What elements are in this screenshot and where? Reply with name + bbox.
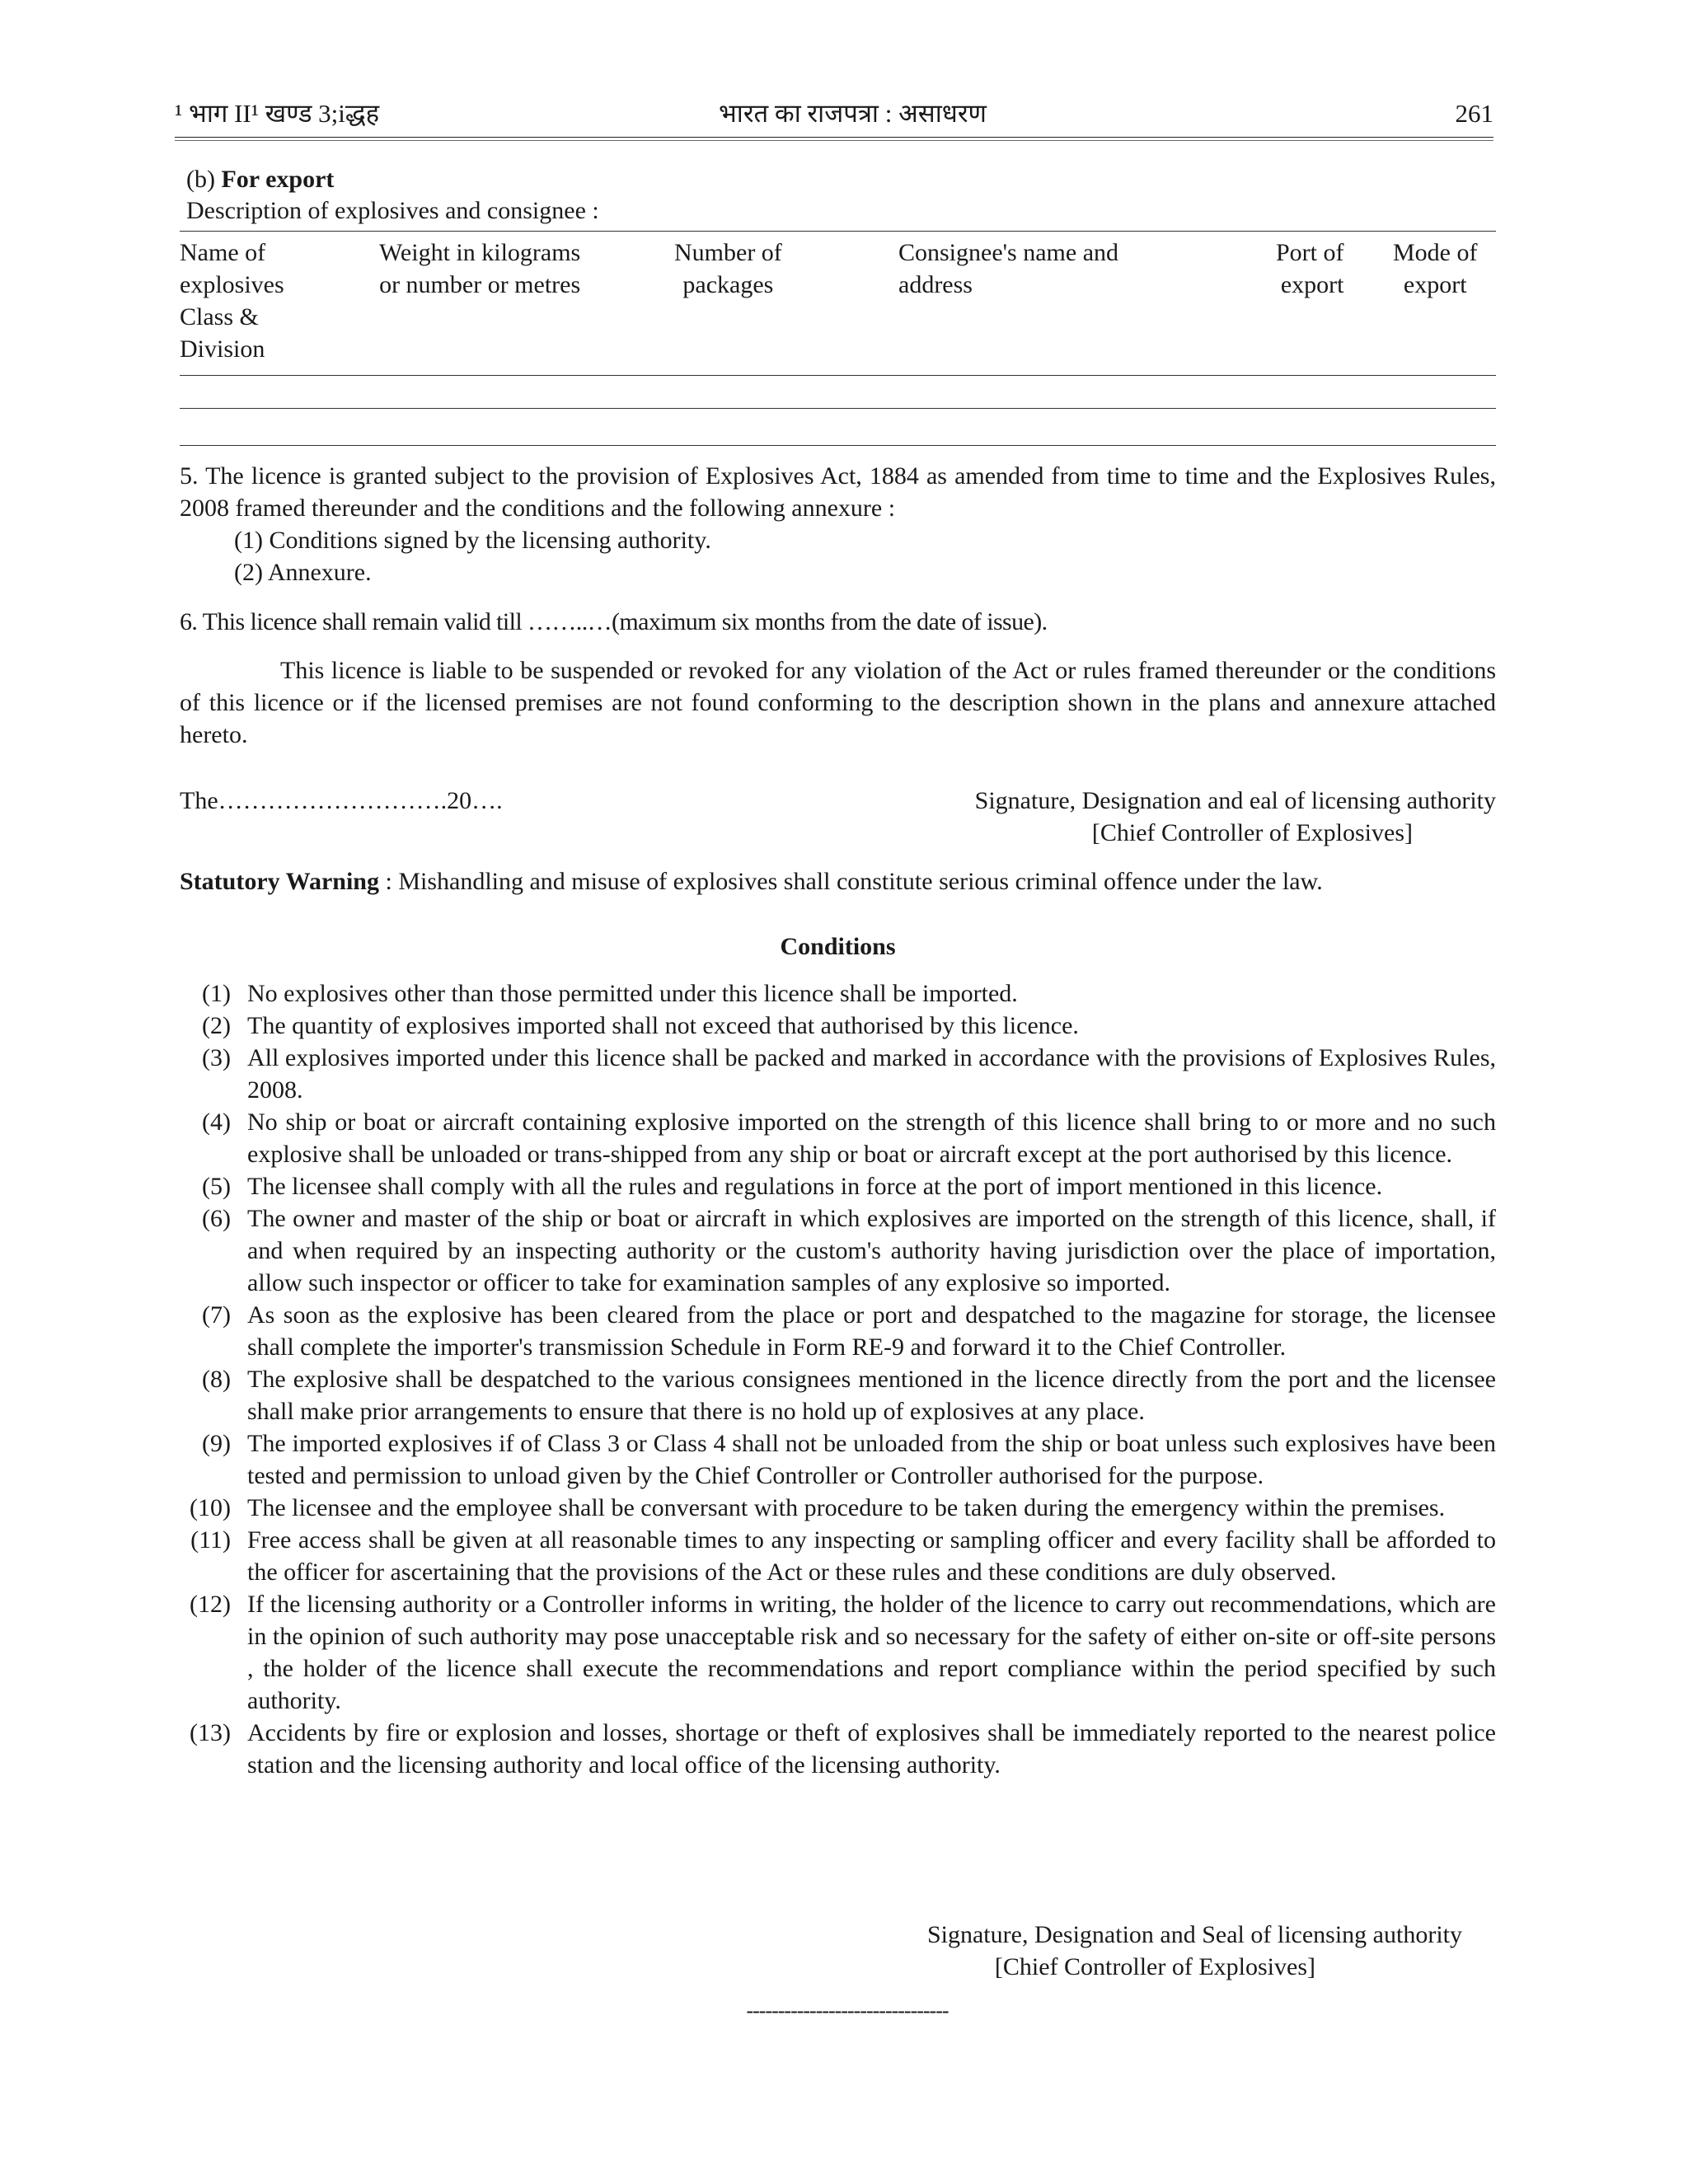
- table-top-rule: [180, 231, 1496, 232]
- condition-item: [180, 1427, 1496, 1492]
- condition-item: [180, 1202, 1496, 1299]
- clause-5-item-2: (2) Annexure.: [234, 559, 372, 586]
- date-line: The……………………….20….: [180, 787, 503, 814]
- condition-text: The explosive shall be despatched to the various consignees mentioned in the licence directly from the port and the licensee shall make prior arrangements to ensure that there is no hold up of explosives at any place.: [247, 1366, 1496, 1425]
- condition-number: (5): [202, 1173, 231, 1200]
- column-header-port: Port of export: [1276, 239, 1344, 298]
- header-underline: [175, 140, 1493, 141]
- condition-item: [180, 1106, 1496, 1170]
- column-header-mode: Mode of export: [1393, 239, 1478, 298]
- condition-text: All explosives imported under this licence shall be packed and marked in accordance with the provisions of Explosives Rules, 2008.: [247, 1044, 1496, 1104]
- condition-text: As soon as the explosive has been cleared from the place or port and despatched to the magazine for storage, the licensee shall complete the importer's transmission Schedule in Form RE-9 and forward it to the Chief Controller.: [247, 1301, 1496, 1361]
- condition-number: (2): [202, 1012, 231, 1039]
- condition-item: [180, 1010, 1496, 1042]
- statutory-warning-text: : Mishandling and misuse of explosives shall constitute serious criminal offence under the law.: [385, 868, 1323, 895]
- export-heading-prefix: (b): [186, 166, 215, 193]
- signature-block-2-line-2: [Chief Controller of Explosives]: [994, 1953, 1315, 1980]
- condition-item: [180, 1524, 1496, 1588]
- clause-5: 5. The licence is granted subject to the provision of Explosives Act, 1884 as amended from time to time and the Explosives Rules, 2008 framed thereunder and the conditions and the following annexure :: [180, 462, 1496, 522]
- column-header-name: Name of explosives Class & Division: [180, 239, 284, 363]
- condition-text: No ship or boat or aircraft containing explosive imported on the strength of this licence shall bring to or more and no such explosive shall be unloaded or trans-shipped from any ship or boat or aircraft except at the port authorised by this licence.: [247, 1108, 1496, 1168]
- signature-block-1-line-1: Signature, Designation and eal of licensing authority: [974, 787, 1496, 814]
- signature-block-2-line-1: Signature, Designation and Seal of licensing authority: [926, 1921, 1462, 1948]
- condition-item: [180, 1299, 1496, 1363]
- condition-number: (1): [202, 980, 231, 1007]
- condition-text: Accidents by fire or explosion and losses, shortage or theft of explosives shall be immediately reported to the nearest police station and the licensing authority and local office of the licensing authority.: [247, 1719, 1496, 1779]
- condition-number: (3): [202, 1044, 231, 1071]
- running-header: [175, 97, 1493, 138]
- condition-text: The licensee shall comply with all the rules and regulations in force at the port of import mentioned in this licence.: [247, 1173, 1383, 1200]
- condition-text: The owner and master of the ship or boat or aircraft in which explosives are imported on the strength of this licence, shall, if and when required by an inspecting authority or the custom's authority having jurisdiction over the place of importation, allow such inspector or officer to take for examination samples of any explosive so imported.: [247, 1205, 1496, 1296]
- condition-text: No explosives other than those permitted under this licence shall be imported.: [247, 980, 1018, 1007]
- header-section-label: ¹ भाग II¹ खण्ड 3;iद्धह: [175, 99, 380, 128]
- condition-number: (9): [202, 1430, 231, 1457]
- condition-item: [180, 1042, 1496, 1106]
- conditions-list: [180, 977, 1496, 1781]
- condition-number: (6): [202, 1205, 231, 1232]
- statutory-warning: [180, 865, 1515, 898]
- condition-item: [180, 977, 1496, 1010]
- condition-text: If the licensing authority or a Controller informs in writing, the holder of the licence to carry out recommendations, which are in the opinion of such authority may pose unacceptable risk and so necessary for the safety of either on-site or off-site persons , the holder of the licence shall execute the recommendations and report compliance within the period specified by such authority.: [247, 1591, 1496, 1714]
- condition-number: (8): [202, 1366, 231, 1393]
- liability-paragraph: This licence is liable to be suspended or revoked for any violation of the Act or rules framed thereunder or the conditions of this licence or if the licensed premises are not found conforming to the description shown in the plans and annexure attached hereto.: [180, 657, 1496, 748]
- signature-block-1-line-2: [Chief Controller of Explosives]: [1091, 819, 1413, 846]
- conditions-title: Conditions: [780, 933, 896, 960]
- table-bottom-rule: [180, 445, 1496, 446]
- condition-item: [180, 1492, 1496, 1524]
- table-header-rule: [180, 375, 1496, 376]
- condition-text: The imported explosives if of Class 3 or Class 4 shall not be unloaded from the ship or boat unless such explosives have been tested and permission to unload given by the Chief Controller or Controller authorised for the purpose.: [247, 1430, 1496, 1489]
- condition-item: [180, 1363, 1496, 1427]
- condition-number: (10): [190, 1494, 231, 1521]
- header-publication-title: भारत का राजपत्रा : असाधरण: [719, 99, 987, 128]
- end-dash-rule: --------------------------------: [746, 1999, 949, 2022]
- condition-number: (13): [190, 1719, 231, 1746]
- export-description: Description of explosives and consignee :: [186, 197, 599, 224]
- statutory-warning-label: Statutory Warning: [180, 868, 379, 895]
- condition-number: (12): [190, 1591, 231, 1618]
- export-heading-text: For export: [221, 166, 335, 193]
- column-header-weight: Weight in kilograms or number or metres: [379, 239, 581, 298]
- export-heading: [186, 163, 334, 195]
- condition-number: (4): [202, 1108, 231, 1136]
- page-number: 261: [1455, 99, 1493, 128]
- clause-5-item-1: (1) Conditions signed by the licensing authority.: [234, 527, 711, 554]
- condition-number: (11): [190, 1526, 231, 1554]
- column-header-packages: Number of packages: [674, 239, 782, 298]
- table-row-rule: [180, 408, 1496, 409]
- column-header-consignee: Consignee's name and address: [898, 239, 1119, 298]
- condition-number: (7): [202, 1301, 231, 1329]
- condition-item: [180, 1717, 1496, 1781]
- condition-text: Free access shall be given at all reasonable times to any inspecting or sampling officer and every facility shall be afforded to the officer for ascertaining that the provisions of the Act or these rules and these conditions are duly observed.: [247, 1526, 1496, 1586]
- condition-item: [180, 1170, 1496, 1202]
- condition-text: The licensee and the employee shall be conversant with procedure to be taken during the emergency within the premises.: [247, 1494, 1446, 1521]
- condition-item: [180, 1588, 1496, 1717]
- clause-6: 6. This licence shall remain valid till ……..…(maximum six months from the date of issue).: [180, 608, 1048, 635]
- condition-text: The quantity of explosives imported shall not exceed that authorised by this licence.: [247, 1012, 1079, 1039]
